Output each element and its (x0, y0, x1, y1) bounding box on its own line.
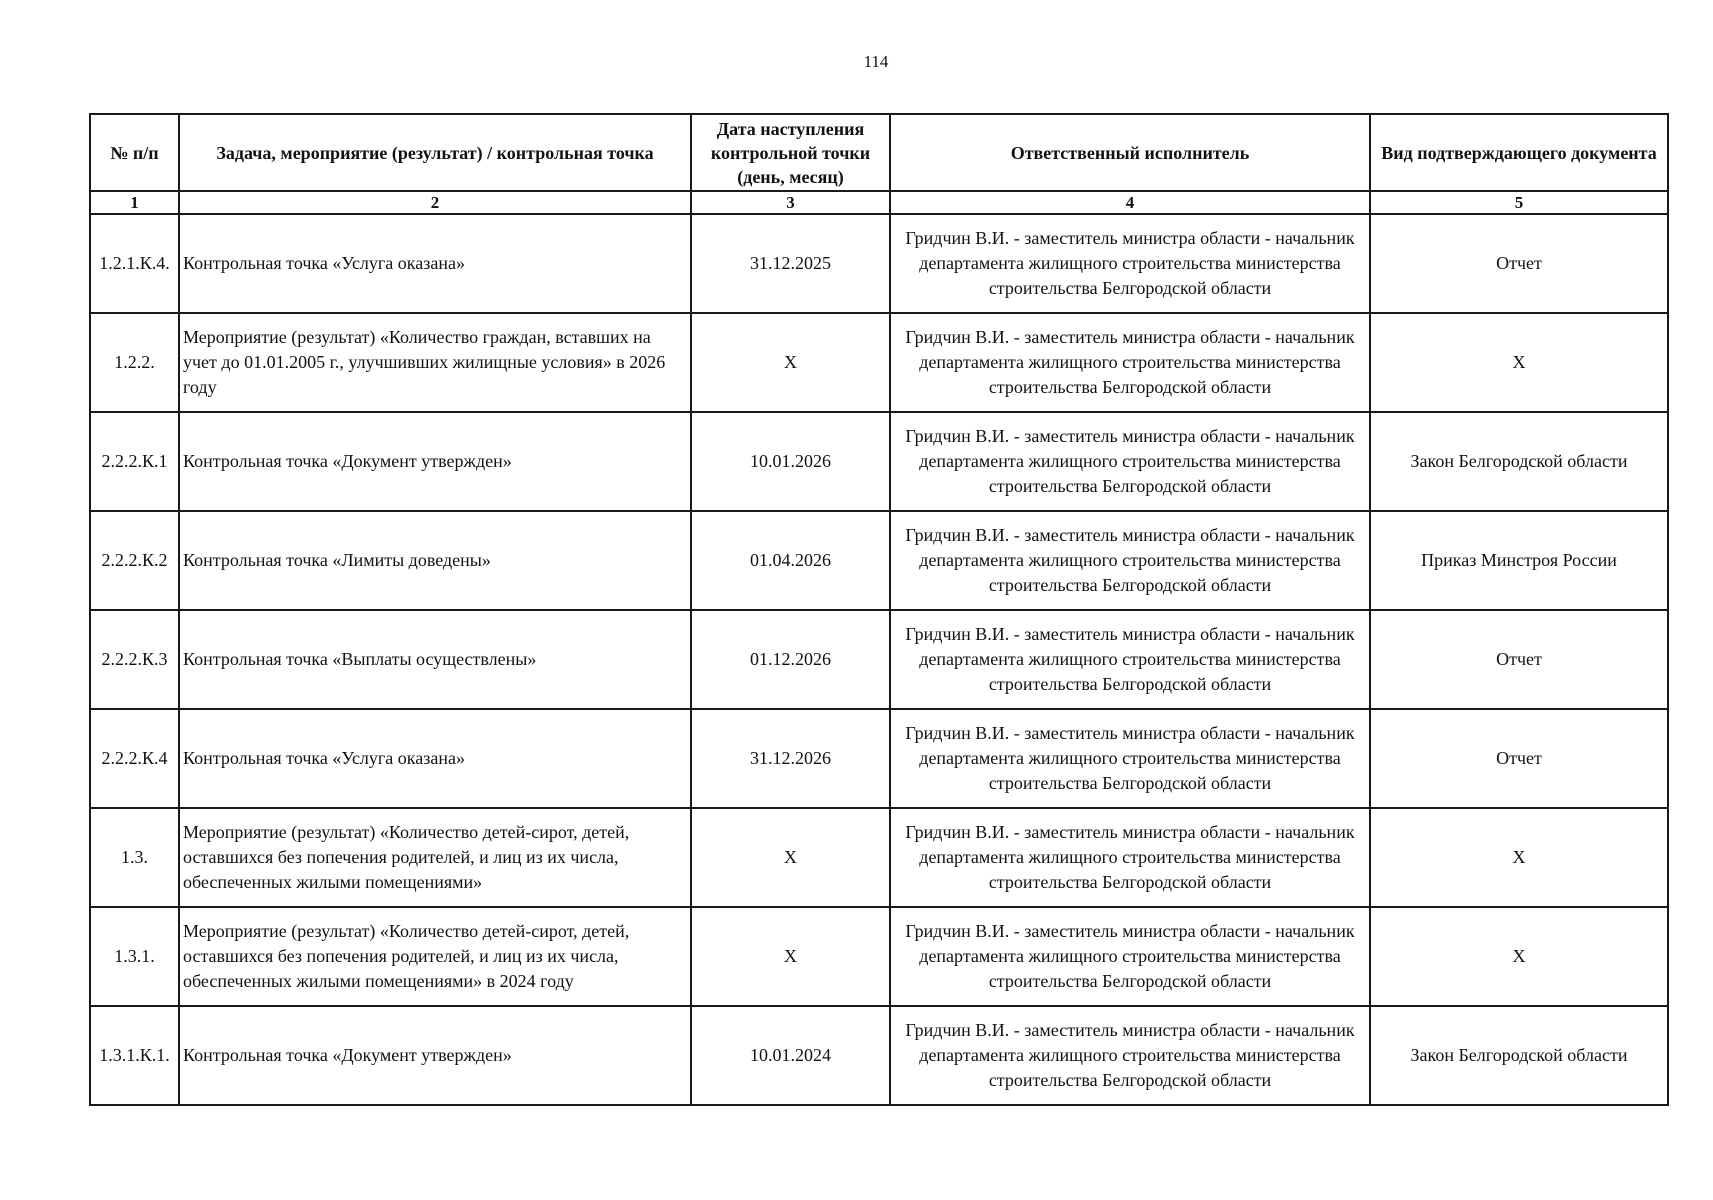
table-row (90, 214, 1668, 313)
table-row (90, 808, 1668, 907)
row-number: 1.3.1. (90, 907, 179, 1006)
row-date: X (691, 808, 890, 907)
row-task: Контрольная точка «Выплаты осуществлены» (179, 610, 691, 709)
row-date: 01.12.2026 (691, 610, 890, 709)
table-header-row (90, 114, 1668, 191)
control-points-table (89, 113, 1669, 1106)
row-document: Отчет (1370, 610, 1668, 709)
row-task: Контрольная точка «Услуга оказана» (179, 214, 691, 313)
row-number: 2.2.2.К.2 (90, 511, 179, 610)
row-document: X (1370, 313, 1668, 412)
column-number: 5 (1370, 191, 1668, 214)
row-number: 2.2.2.К.3 (90, 610, 179, 709)
row-document: Отчет (1370, 709, 1668, 808)
row-document: Приказ Минстроя России (1370, 511, 1668, 610)
row-number: 1.3. (90, 808, 179, 907)
row-document: Отчет (1370, 214, 1668, 313)
row-document: X (1370, 808, 1668, 907)
row-date: X (691, 313, 890, 412)
row-task: Контрольная точка «Услуга оказана» (179, 709, 691, 808)
row-date: 10.01.2024 (691, 1006, 890, 1105)
row-executor: Гридчин В.И. - заместитель министра области - начальник департамента жилищного строительства министерства строительства Белгородской области (890, 1006, 1370, 1105)
row-date: 31.12.2026 (691, 709, 890, 808)
row-task: Мероприятие (результат) «Количество детей-сирот, детей, оставшихся без попечения родителей, и лиц из их числа, обеспеченных жилыми помещениями» в 2024 году (179, 907, 691, 1006)
row-number: 1.2.2. (90, 313, 179, 412)
row-executor: Гридчин В.И. - заместитель министра области - начальник департамента жилищного строительства министерства строительства Белгородской области (890, 511, 1370, 610)
table-row (90, 907, 1668, 1006)
row-executor: Гридчин В.И. - заместитель министра области - начальник департамента жилищного строительства министерства строительства Белгородской области (890, 412, 1370, 511)
header-executor: Ответственный исполнитель (890, 114, 1370, 191)
table-row (90, 709, 1668, 808)
row-date: 10.01.2026 (691, 412, 890, 511)
row-executor: Гридчин В.И. - заместитель министра области - начальник департамента жилищного строительства министерства строительства Белгородской области (890, 313, 1370, 412)
row-document: X (1370, 907, 1668, 1006)
row-task: Контрольная точка «Документ утвержден» (179, 1006, 691, 1105)
row-date: 31.12.2025 (691, 214, 890, 313)
row-task: Мероприятие (результат) «Количество детей-сирот, детей, оставшихся без попечения родителей, и лиц из их числа, обеспеченных жилыми помещениями» (179, 808, 691, 907)
row-document: Закон Белгородской области (1370, 1006, 1668, 1105)
row-number: 1.2.1.К.4. (90, 214, 179, 313)
table-row (90, 313, 1668, 412)
row-number: 2.2.2.К.1 (90, 412, 179, 511)
row-executor: Гридчин В.И. - заместитель министра области - начальник департамента жилищного строительства министерства строительства Белгородской области (890, 214, 1370, 313)
row-date: X (691, 907, 890, 1006)
row-executor: Гридчин В.И. - заместитель министра области - начальник департамента жилищного строительства министерства строительства Белгородской области (890, 808, 1370, 907)
header-date: Дата наступления контрольной точки (день, месяц) (691, 114, 890, 191)
header-document: Вид подтверждающего документа (1370, 114, 1668, 191)
page-number: 114 (863, 52, 889, 71)
column-number: 1 (90, 191, 179, 214)
row-task: Мероприятие (результат) «Количество граждан, вставших на учет до 01.01.2005 г., улучшивших жилищные условия» в 2026 году (179, 313, 691, 412)
table-row (90, 511, 1668, 610)
header-num: № п/п (90, 114, 179, 191)
row-date: 01.04.2026 (691, 511, 890, 610)
row-task: Контрольная точка «Лимиты доведены» (179, 511, 691, 610)
row-number: 1.3.1.К.1. (90, 1006, 179, 1105)
column-number: 4 (890, 191, 1370, 214)
table-row (90, 412, 1668, 511)
row-executor: Гридчин В.И. - заместитель министра области - начальник департамента жилищного строительства министерства строительства Белгородской области (890, 610, 1370, 709)
header-task: Задача, мероприятие (результат) / контрольная точка (179, 114, 691, 191)
column-numbers-row (90, 191, 1668, 214)
row-document: Закон Белгородской области (1370, 412, 1668, 511)
row-task: Контрольная точка «Документ утвержден» (179, 412, 691, 511)
row-number: 2.2.2.К.4 (90, 709, 179, 808)
column-number: 2 (179, 191, 691, 214)
table-row (90, 610, 1668, 709)
row-executor: Гридчин В.И. - заместитель министра области - начальник департамента жилищного строительства министерства строительства Белгородской области (890, 709, 1370, 808)
table-row (90, 1006, 1668, 1105)
column-number: 3 (691, 191, 890, 214)
row-executor: Гридчин В.И. - заместитель министра области - начальник департамента жилищного строительства министерства строительства Белгородской области (890, 907, 1370, 1006)
